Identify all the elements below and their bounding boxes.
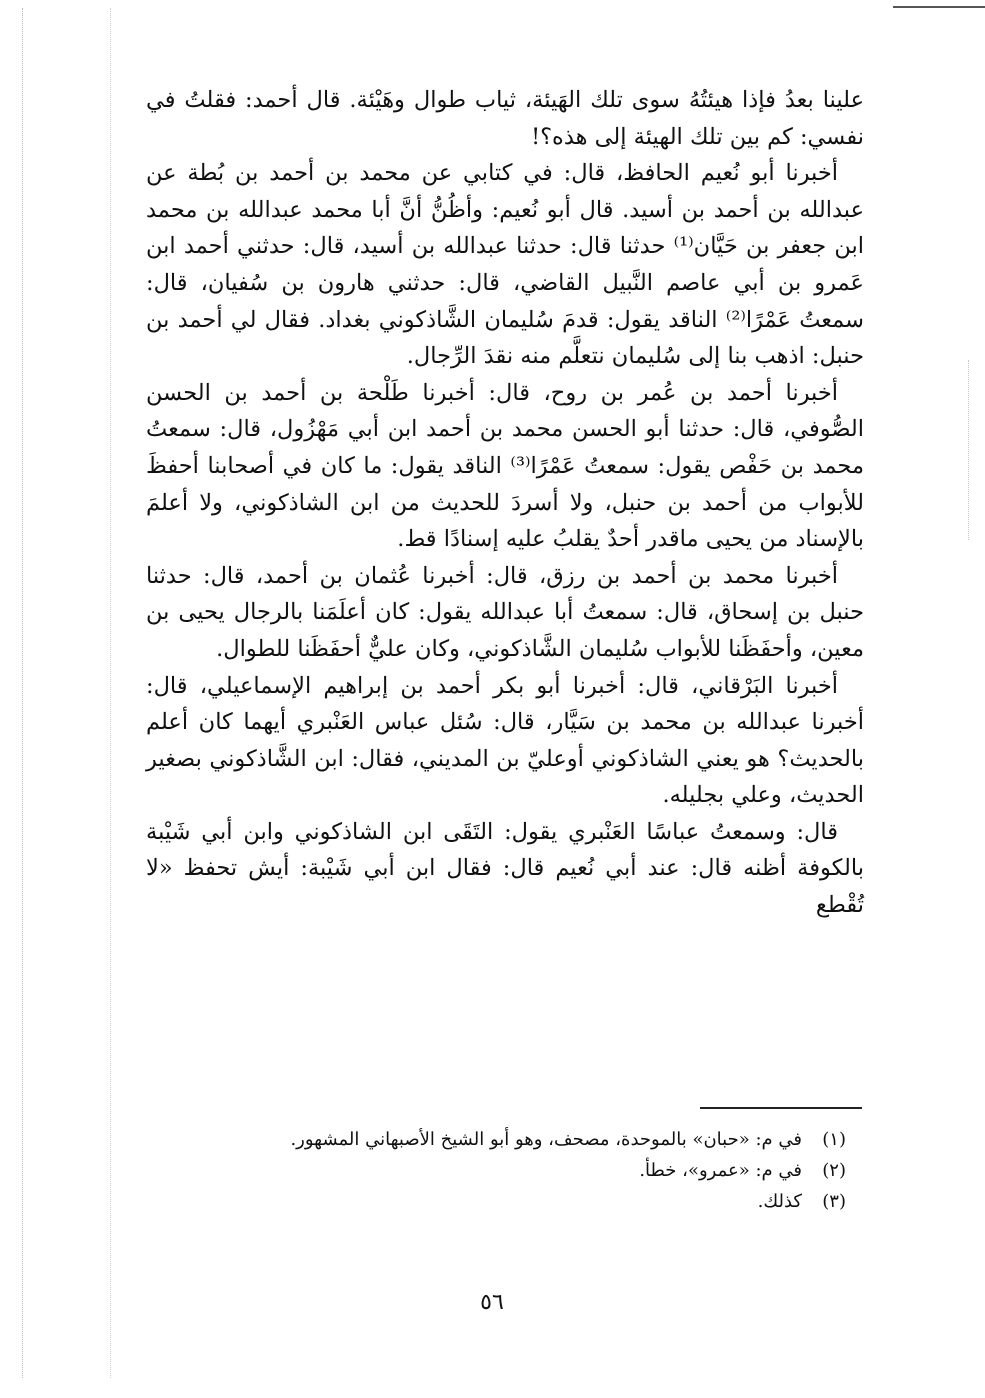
footnote (146, 1155, 846, 1186)
footnote-text: كذلك. (757, 1191, 802, 1212)
footnote-number: (٢) (822, 1160, 846, 1181)
paragraph: أخبرنا أحمد بن عُمر بن روح، قال: أخبرنا طَلْحة بن أحمد بن الحسن الصُّوفي، قال: حدثنا أبو الحسن محمد بن أحمد ابن أبي مَهْزُول، قال: سمعتُ محمد بن حَفْص يقول: سمعتُ عَمْرًا⁽³⁾ الناقد يقول: ما كان في أصحابنا أحفظَ للأبواب من أحمد بن حنبل، ولا أسردَ للحديث من ابن الشاذكوني، ولا أعلمَ بالإسناد من يحيى ماقدر أحدٌ يقلبُ عليه إسنادًا قط. (146, 379, 865, 553)
paragraph: أخبرنا أبو نُعيم الحافظ، قال: في كتابي عن محمد بن أحمد بن بُطة عن عبدالله بن أحمد بن أسيد. قال أبو نُعيم: وأظُنُّ أنَّ أبا محمد عبدالله بن محمد ابن جعفر بن حَيَّان⁽¹⁾ حدثنا قال: حدثنا عبدالله بن أسيد، قال: حدثني أحمد ابن عَمرو بن أبي عاصم النَّبيل القاضي، قال: حدثني هارون بن سُفيان، قال: سمعتُ عَمْرًا⁽²⁾ الناقد يقول: قدمَ سُليمان الشَّاذكوني بغداد. فقال لي أحمد بن حنبل: اذهب بنا إلى سُليمان نتعلَّم منه نقدَ الرِّجال. (146, 160, 864, 370)
footnote-text: في م: «عمرو»، خطأ. (639, 1160, 802, 1181)
footnote-number: (٣) (822, 1191, 846, 1212)
footnotes (146, 1124, 846, 1217)
paragraph: علينا بعدُ فإذا هيئتُهُ سوى تلك الهَيئة، ثياب طوال وهَيْئة. قال أحمد: فقلتُ في نفسي: كم بين تلك الهيئة إلى هذه؟! (146, 87, 864, 150)
footnote-number: (١) (822, 1129, 846, 1150)
footnote (146, 1124, 846, 1155)
page-number: ٥٦ (480, 1290, 504, 1315)
scan-artifact-line (968, 360, 969, 540)
body-text (146, 82, 864, 924)
scan-mark (893, 6, 985, 8)
footnote (146, 1186, 846, 1217)
paragraph: قال: وسمعتُ عباسًا العَنْبري يقول: التَقَى ابن الشاذكوني وابن أبي شَيْبة بالكوفة أظنه قال: عند أبي نُعيم قال: فقال ابن أبي شَيْبة: أيش تحفظ «لا تُقْطع (146, 818, 864, 919)
footnote-text: في م: «حبان» بالموحدة، مصحف، وهو أبو الشيخ الأصبهاني المشهور. (290, 1129, 802, 1150)
paragraph: أخبرنا البَرْقاني، قال: أخبرنا أبو بكر أحمد بن إبراهيم الإسماعيلي، قال: أخبرنا عبدالله بن محمد بن سَيَّار، قال: سُئل عباس العَنْبري أيهما كان أعلم بالحديث؟ هو يعني الشاذكوني أوعليّ بن المديني، فقال: ابن الشَّاذكوني بصغير الحديث، وعلي بجليله. (146, 672, 864, 809)
scan-artifact-line (110, 8, 111, 1378)
paragraph: أخبرنا محمد بن أحمد بن رزق، قال: أخبرنا عُثمان بن أحمد، قال: حدثنا حنبل بن إسحاق، قال: سمعتُ أبا عبدالله يقول: كان أعلَمَنا بالرجال يحيى بن معين، وأحفَظَنا للأبواب سُليمان الشَّاذكوني، وكان عليٌّ أحفَظَنا للطوال. (146, 562, 864, 662)
footnote-separator (700, 1107, 862, 1109)
scan-artifact-line (22, 8, 23, 1378)
